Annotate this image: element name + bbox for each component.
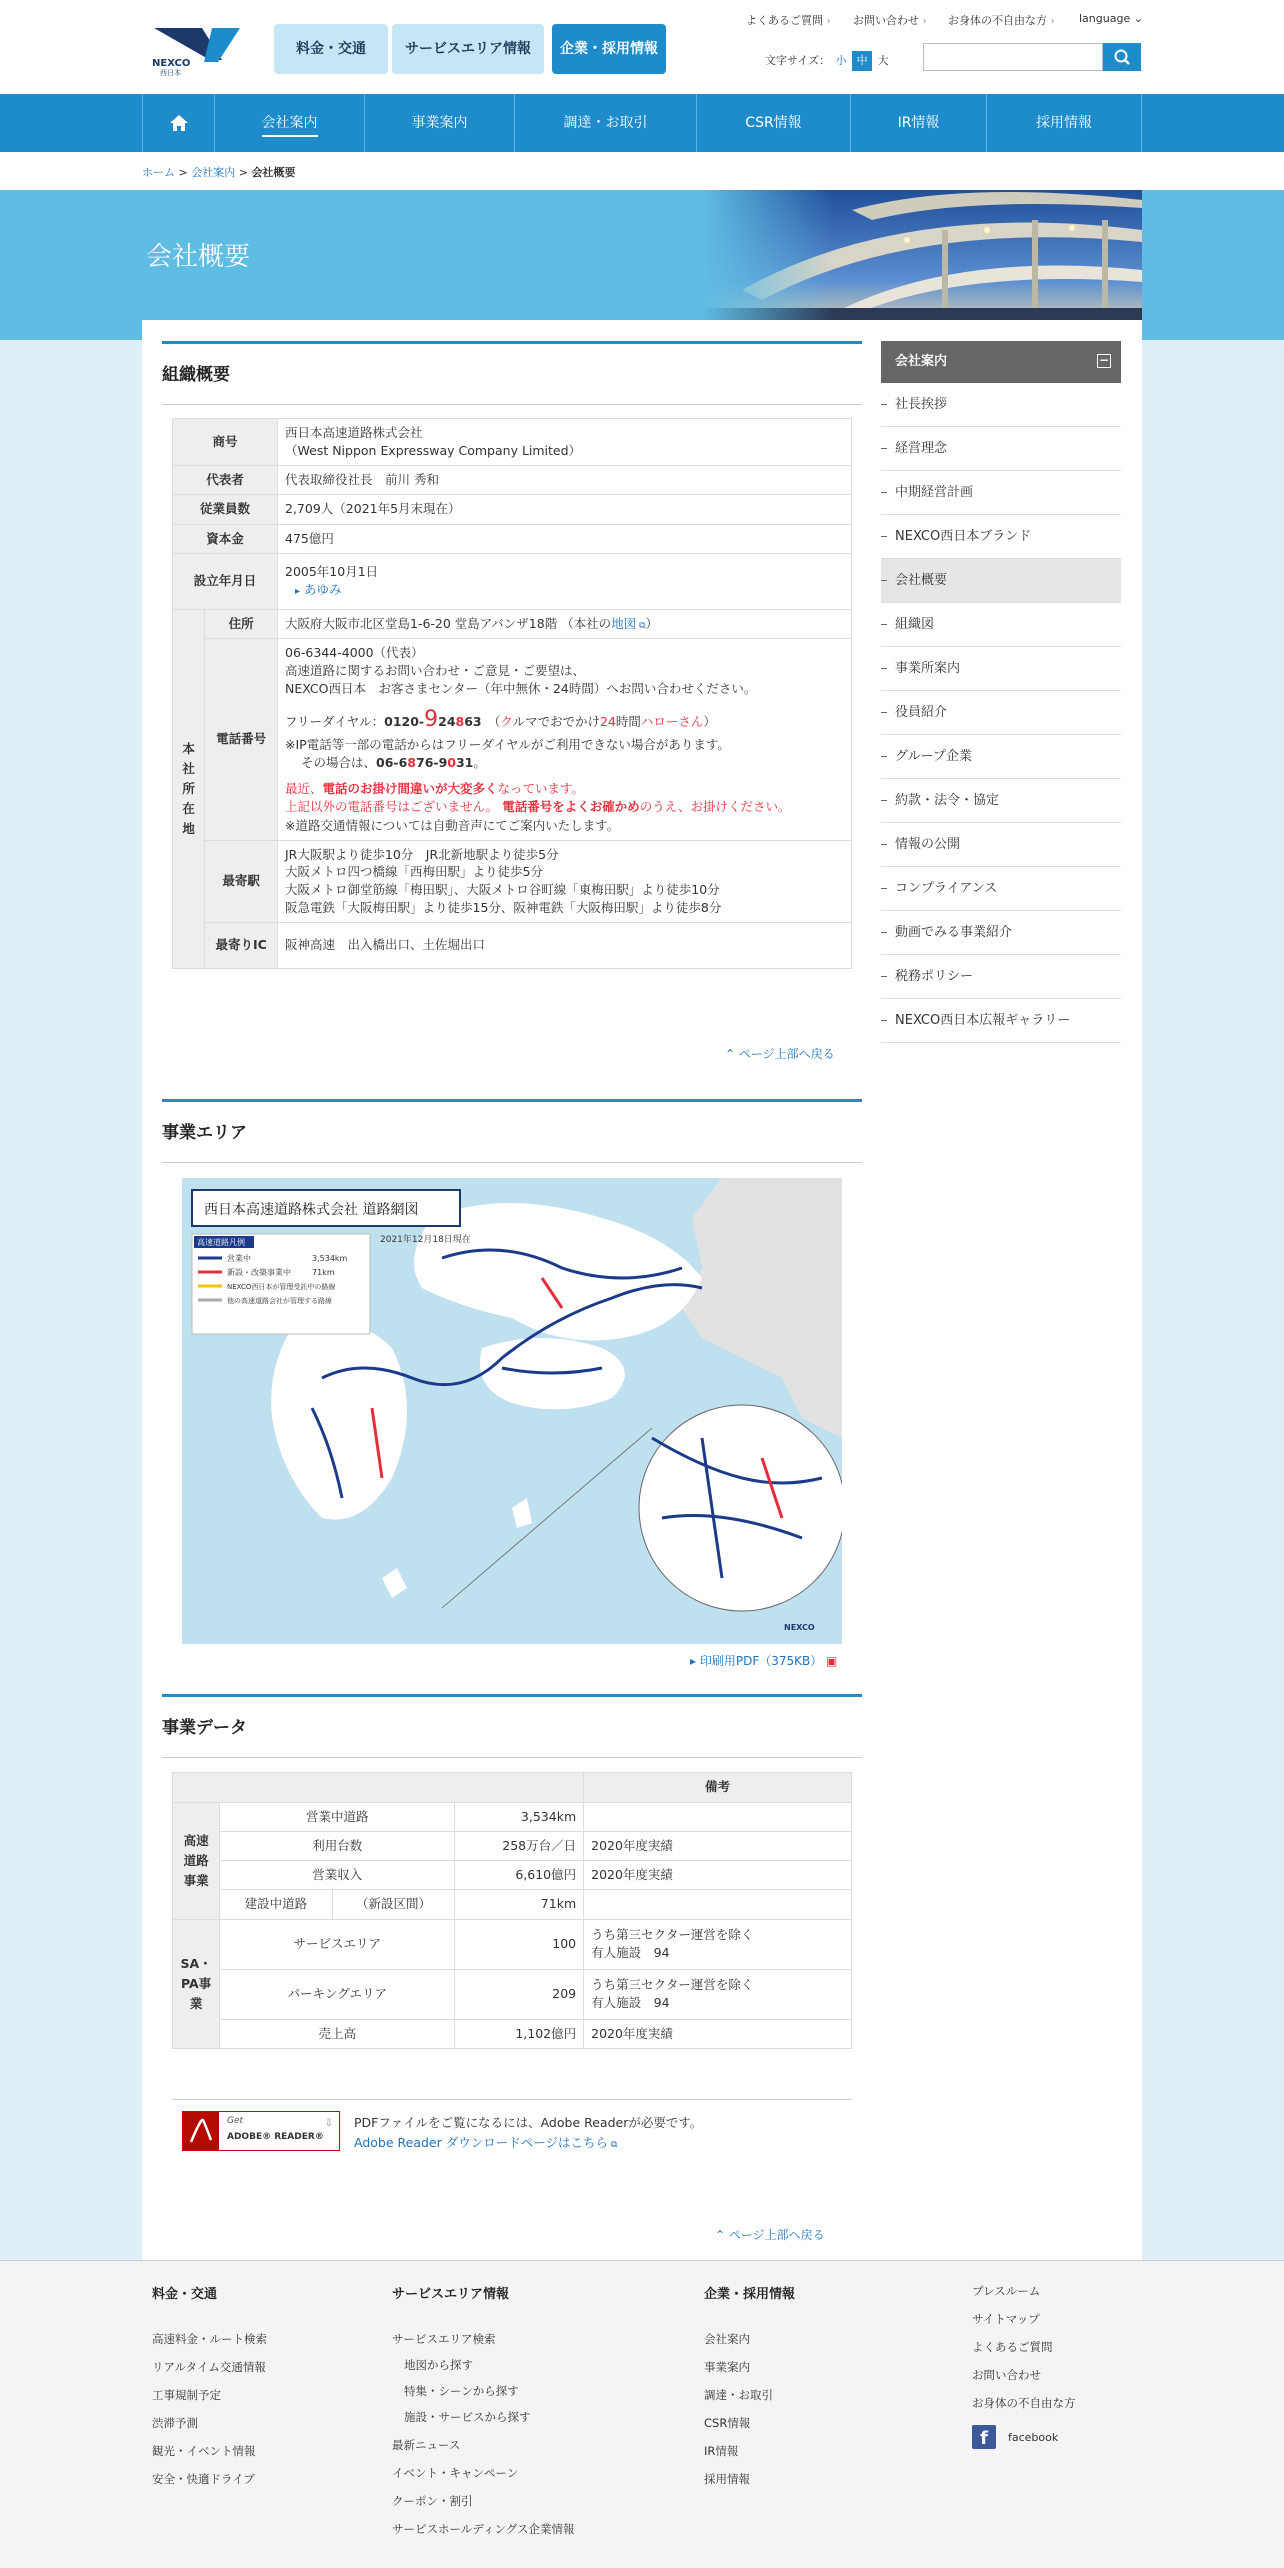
free-dial-p2: ルマでおでかけ (512, 714, 600, 730)
data-value: 3,534km (455, 1803, 584, 1832)
table-row (173, 495, 852, 524)
free-dial-c: 24 (438, 714, 456, 730)
nav-business[interactable]: 事業案内 (364, 94, 514, 152)
search-input[interactable] (923, 43, 1103, 71)
free-dial-hello: ハローさん (640, 714, 704, 730)
hq-label: 本社所在地 (173, 609, 205, 968)
search-button[interactable] (1103, 43, 1141, 71)
table-row (173, 840, 852, 922)
free-dial-p1: （ (494, 714, 501, 730)
warning-2 (285, 798, 844, 816)
link-arrow-icon: ▸ (690, 1654, 700, 1668)
data-note-2: 有人施設 94 (591, 1995, 670, 2010)
table-row (173, 1803, 852, 1832)
tel-main: 06-6344-4000（代表） (285, 644, 424, 660)
data-note: うち第三セクター運営を除く (591, 1926, 754, 1942)
legend-item: NEXCO西日本が管理受託中の路線 (227, 1283, 336, 1291)
adobe-reader-badge[interactable] (182, 2111, 340, 2151)
established-value: 2005年10月1日 (285, 563, 379, 579)
table-row (173, 609, 852, 638)
breadcrumb-current: 会社概要 (251, 166, 296, 179)
main-button-corporate[interactable]: 企業・採用情報 (552, 24, 666, 74)
footer-col2-head[interactable]: サービスエリア情報 (392, 2287, 510, 2302)
address-value: 大阪府大阪市北区堂島1-6-20 堂島アバンザ18階 （本社の (285, 615, 612, 631)
capital-value: 475億円 (278, 524, 852, 553)
address-end: ） (645, 615, 659, 631)
ic-label: 最寄りIC (205, 922, 278, 968)
adobe-text: PDFファイルをご覧になるには、Adobe Readerが必要です。 (354, 2115, 703, 2130)
data-item: 売上高 (220, 2019, 455, 2048)
language-label: language (1079, 12, 1131, 25)
footer-link[interactable]: お身体の不自由な方 (972, 2396, 1076, 2410)
free-dial-e: 63 (464, 714, 482, 730)
sidebar-item[interactable]: コンプライアンス (881, 867, 1121, 911)
free-dial-p3: 時間 (615, 714, 641, 730)
sidebar-item[interactable]: 約款・法令・協定 (881, 779, 1121, 823)
ip-note: ※IP電話等一部の電話からはフリーダイヤルがご利用できない場合があります。 (285, 737, 730, 753)
table-row (173, 1832, 852, 1861)
established-label: 設立年月日 (173, 553, 278, 609)
table-row (173, 524, 852, 553)
sidebar-head-label: 会社案内 (895, 354, 948, 369)
table-row (173, 1969, 852, 2019)
free-dial-a: 0120- (384, 714, 425, 730)
table-row (173, 1861, 852, 1890)
history-link[interactable]: あゆみ (304, 581, 342, 597)
station-line: JR大阪駅より徒歩10分 JR北新地駅より徒歩5分 (285, 846, 559, 862)
breadcrumb: ホーム > 会社案内 > 会社概要 (0, 152, 1284, 190)
font-size-small[interactable]: 小 (835, 54, 847, 67)
alt-label: その場合は、 (301, 755, 377, 771)
group-highway: 高速道路事業 (173, 1803, 220, 1920)
data-note (584, 1890, 852, 1919)
table-row (173, 2019, 852, 2048)
footer-link[interactable]: 高速料金・ルート検索 (152, 2332, 267, 2346)
sidebar-head[interactable] (881, 341, 1121, 383)
area-heading: 事業エリア (162, 1099, 862, 1169)
font-size-medium[interactable]: 中 (852, 51, 872, 71)
footer-link[interactable]: サービスホールディングス企業情報 (392, 2522, 575, 2536)
footer-link[interactable]: 最新ニュース (392, 2438, 461, 2452)
legend-value: 71km (312, 1268, 335, 1277)
station-label: 最寄駅 (205, 840, 278, 922)
warning-2c: のうえ、お掛けください。 (639, 799, 791, 815)
data-value: 71km (455, 1890, 584, 1919)
alt-d: 0 (447, 755, 456, 771)
table-row (173, 1890, 852, 1919)
footer-link[interactable]: 施設・サービスから探す (404, 2410, 531, 2424)
table-row (173, 922, 852, 968)
adobe-download-link[interactable] (354, 2133, 617, 2151)
back-to-top-label: ページ上部へ戻る (728, 2228, 825, 2242)
rep-label: 代表者 (173, 466, 278, 495)
map-date: 2021年12月18日現在 (380, 1235, 471, 1245)
tel-inquiry: 高速道路に関するお問い合わせ・ご意見・ご要望は、 (285, 662, 586, 678)
warning-1c: なっています。 (497, 781, 585, 797)
util-faq-link[interactable]: よくあるご質問 › (746, 12, 831, 28)
data-value: 6,610億円 (455, 1861, 584, 1890)
util-accessibility-link[interactable]: お身体の不自由な方 › (948, 12, 1055, 28)
footer-link[interactable]: IR情報 (704, 2444, 739, 2458)
bizdata-heading: 事業データ (162, 1694, 862, 1764)
pdf-link[interactable] (690, 1652, 837, 1669)
footer-link[interactable]: 渋滞予測 (152, 2416, 198, 2430)
map-link[interactable] (611, 616, 645, 631)
adobe-download-label: Adobe Reader ダウンロードページはこちら (354, 2135, 608, 2150)
ic-value: 阪神高速 出入橋出口、土佐堀出口 (278, 922, 852, 968)
sidebar-item[interactable]: 情報の公開 (881, 823, 1121, 867)
group-sapa: SA・PA事業 (173, 1919, 220, 2048)
rep-value: 代表取締役社長 前川 秀和 (278, 466, 852, 495)
address-label: 住所 (205, 609, 278, 638)
font-size-large[interactable]: 大 (877, 54, 889, 67)
sidebar-item[interactable]: 税務ポリシー (881, 955, 1121, 999)
sidebar-item[interactable]: グループ企業 (881, 735, 1121, 779)
back-to-top-link-2[interactable] (715, 2226, 825, 2243)
footer-link[interactable]: 工事規制予定 (152, 2388, 221, 2402)
legend-item: 営業中 (227, 1254, 251, 1263)
alt-c: 76-9 (416, 755, 448, 771)
data-value: 258万台／日 (455, 1832, 584, 1861)
external-link-icon: ⧉ (636, 620, 646, 631)
warning-1b: 電話のお掛け間違いが大変多く (322, 781, 498, 797)
legend-head: 高速道路凡例 (197, 1238, 245, 1247)
data-note: 2020年度実績 (584, 1861, 852, 1890)
station-line: 大阪メトロ四つ橋線「西梅田駅」より徒歩5分 (285, 864, 543, 880)
breadcrumb-home[interactable]: ホーム (142, 166, 175, 179)
warning-1a: 最近、 (285, 781, 323, 797)
footer-link[interactable]: 事業案内 (704, 2360, 750, 2374)
shogo-label: 商号 (173, 419, 278, 466)
map-link-label: 地図 (611, 615, 637, 631)
language-select[interactable] (1079, 12, 1143, 25)
site-footer (0, 2260, 1284, 2568)
footer-link[interactable]: 地図から探す (404, 2358, 473, 2372)
logo-sub: 西日本 (160, 69, 181, 77)
free-dial-d: 8 (455, 714, 465, 730)
adobe-badge-get: Get (227, 2116, 244, 2126)
data-note: 2020年度実績 (584, 1832, 852, 1861)
free-dial-label: フリーダイヤル： (285, 714, 385, 730)
logo-text: NEXCO (152, 58, 191, 69)
data-item: 営業中道路 (220, 1803, 455, 1832)
pdf-link-label: 印刷用PDF（375KB） (699, 1654, 823, 1668)
alt-number (285, 754, 844, 772)
overview-table (172, 418, 852, 969)
facebook-link[interactable]: facebook (1008, 2431, 1059, 2444)
util-contact-link[interactable]: お問い合わせ › (853, 12, 927, 28)
nav-company[interactable] (214, 94, 364, 152)
sidebar-item[interactable]: 経営理念 (881, 427, 1121, 471)
footer-link[interactable]: お問い合わせ (972, 2368, 1041, 2382)
data-item: 建設中道路 (220, 1890, 332, 1919)
table-row (173, 553, 852, 609)
nav-recruit[interactable]: 採用情報 (986, 94, 1142, 152)
font-size-switcher (764, 51, 893, 71)
font-size-label: 文字サイズ： (765, 54, 831, 67)
nav-procurement[interactable]: 調達・お取引 (514, 94, 696, 152)
footer-link[interactable]: クーポン・割引 (392, 2494, 473, 2508)
shogo-value: 西日本高速道路株式会社 (285, 425, 423, 440)
sidebar-item[interactable]: NEXCO西日本広報ギャラリー (881, 999, 1121, 1043)
footer-link[interactable]: サービスエリア検索 (392, 2332, 496, 2346)
data-note-2: 有人施設 94 (591, 1945, 670, 1960)
warning-1 (285, 780, 844, 798)
free-dial-24: 24 (599, 714, 616, 730)
footer-link[interactable]: 観光・イベント情報 (152, 2444, 256, 2458)
sidebar-item[interactable]: 事業所案内 (881, 647, 1121, 691)
sidebar-item[interactable]: 社長挨拶 (881, 383, 1121, 427)
table-row (173, 1919, 852, 1969)
tel-center: NEXCO西日本 お客さまセンター（年中無休・24時間）へお問い合わせください。 (285, 681, 757, 696)
link-arrow-icon: ▸ (295, 585, 301, 597)
page-hero (0, 190, 1284, 340)
global-nav (0, 94, 1284, 152)
free-dial-k: ク (500, 714, 513, 730)
chevron-up-icon: ⌃ (725, 1047, 739, 1061)
highway-photo (702, 190, 1142, 320)
free-dial-p4: ） (703, 714, 716, 730)
free-dial-b: 9 (424, 707, 439, 733)
data-item: サービスエリア (220, 1919, 455, 1969)
main-button-traffic[interactable]: 料金・交通 (274, 24, 388, 74)
nav-ir[interactable]: IR情報 (850, 94, 986, 152)
sidebar-item[interactable]: 組織図 (881, 603, 1121, 647)
data-item: パーキングエリア (220, 1969, 455, 2019)
facebook-icon[interactable]: f (972, 2425, 996, 2449)
data-item: 営業収入 (220, 1861, 455, 1890)
sidebar-item[interactable]: NEXCO西日本ブランド (881, 515, 1121, 559)
sidebar (881, 341, 1121, 1043)
footer-link[interactable]: よくあるご質問 (972, 2340, 1053, 2354)
data-note: 2020年度実績 (584, 2019, 852, 2048)
external-link-icon: ⧉ (607, 2140, 618, 2150)
footer-link[interactable]: 特集・シーンから探す (404, 2384, 519, 2398)
footer-link[interactable]: CSR情報 (704, 2416, 751, 2430)
footer-link[interactable]: リアルタイム交通情報 (152, 2360, 266, 2374)
data-item: 利用台数 (220, 1832, 455, 1861)
sidebar-item[interactable]: 動画でみる事業紹介 (881, 911, 1121, 955)
data-note (584, 1803, 852, 1832)
footer-link[interactable]: 会社案内 (704, 2332, 750, 2346)
free-dial (285, 704, 844, 736)
footer-col1-head[interactable]: 料金・交通 (152, 2287, 218, 2302)
warning-2b: 電話番号をよくお確かめ (502, 799, 640, 815)
adobe-badge-name: ADOBE® READER® (227, 2132, 324, 2142)
alt-b: 8 (407, 755, 416, 771)
footer-link[interactable]: サイトマップ (972, 2312, 1040, 2326)
nav-csr[interactable]: CSR情報 (696, 94, 850, 152)
legend-item: 他の高速道路会社が管理する路線 (227, 1297, 332, 1305)
emp-label: 従業員数 (173, 495, 278, 524)
warning-2a: 上記以外の電話番号はございません。 (285, 799, 499, 815)
alt-f: 。 (473, 755, 486, 771)
tel-label: 電話番号 (205, 638, 278, 840)
back-to-top-link-1[interactable] (725, 1045, 835, 1062)
sidebar-item[interactable]: 役員紹介 (881, 691, 1121, 735)
emp-value: 2,709人（2021年5月末現在） (278, 495, 852, 524)
footer-col3-head[interactable]: 企業・採用情報 (704, 2287, 796, 2302)
road-network-map[interactable] (182, 1178, 842, 1644)
back-to-top-label: ページ上部へ戻る (738, 1047, 835, 1061)
bizdata-table (172, 1772, 852, 2049)
chevron-up-icon: ⌃ (715, 2228, 729, 2242)
home-icon (169, 114, 189, 132)
alt-a: 06-6 (376, 755, 408, 771)
shogo-english: （West Nippon Expressway Company Limited） (285, 443, 582, 459)
data-value: 1,102億円 (455, 2019, 584, 2048)
map-logo: NEXCO (784, 1623, 815, 1632)
data-note: うち第三セクター運営を除く (591, 1976, 754, 1992)
sidebar-item[interactable]: 中期経営計画 (881, 471, 1121, 515)
collapse-icon[interactable]: − (1098, 353, 1110, 367)
map-title: 西日本高速道路株式会社 道路網図 (204, 1202, 419, 1218)
footer-link[interactable]: イベント・キャンペーン (392, 2466, 519, 2480)
page-title: 会社概要 (146, 242, 251, 272)
nav-home[interactable] (142, 94, 214, 152)
adobe-icon (183, 2112, 219, 2150)
station-line: 阪急電鉄「大阪梅田駅」より徒歩15分、阪神電鉄「大阪梅田駅」より徒歩8分 (285, 899, 722, 915)
footer-link[interactable]: プレスルーム (972, 2284, 1041, 2298)
remark-head: 備考 (584, 1773, 852, 1803)
table-row (173, 466, 852, 495)
capital-label: 資本金 (173, 524, 278, 553)
data-value: 209 (455, 1969, 584, 2019)
sidebar-item-active[interactable]: 会社概要 (881, 559, 1121, 603)
legend-item: 新設・改築事業中 (227, 1268, 291, 1277)
traffic-note: ※道路交通情報については自動音声にてご案内いたします。 (285, 817, 620, 833)
footer-link[interactable]: 安全・快適ドライブ (152, 2472, 255, 2486)
data-value: 100 (455, 1919, 584, 1969)
alt-e: 31 (455, 755, 474, 771)
table-row (173, 419, 852, 466)
data-item-sub: （新設区間） (332, 1890, 455, 1919)
table-row (173, 638, 852, 840)
main-button-service-area[interactable]: サービスエリア情報 (392, 24, 544, 74)
download-icon: ⇩ (324, 2118, 333, 2129)
breadcrumb-company[interactable]: 会社案内 (191, 166, 236, 179)
table-row (173, 1773, 852, 1803)
station-line: 大阪メトロ御堂筋線「梅田駅」、大阪メトロ谷町線「東梅田駅」より徒歩10分 (285, 882, 720, 898)
footer-link[interactable]: 採用情報 (704, 2472, 750, 2486)
adobe-divider (172, 2099, 852, 2100)
footer-link[interactable]: 調達・お取引 (704, 2388, 773, 2402)
search-icon (1103, 43, 1141, 71)
overview-heading: 組織概要 (162, 341, 862, 411)
pdf-icon: ▣ (822, 1654, 838, 1668)
legend-value: 3,534km (312, 1254, 348, 1263)
chevron-down-icon: ⌄ (1130, 12, 1143, 25)
site-header (0, 0, 1284, 94)
nav-company-label: 会社案内 (262, 115, 318, 137)
